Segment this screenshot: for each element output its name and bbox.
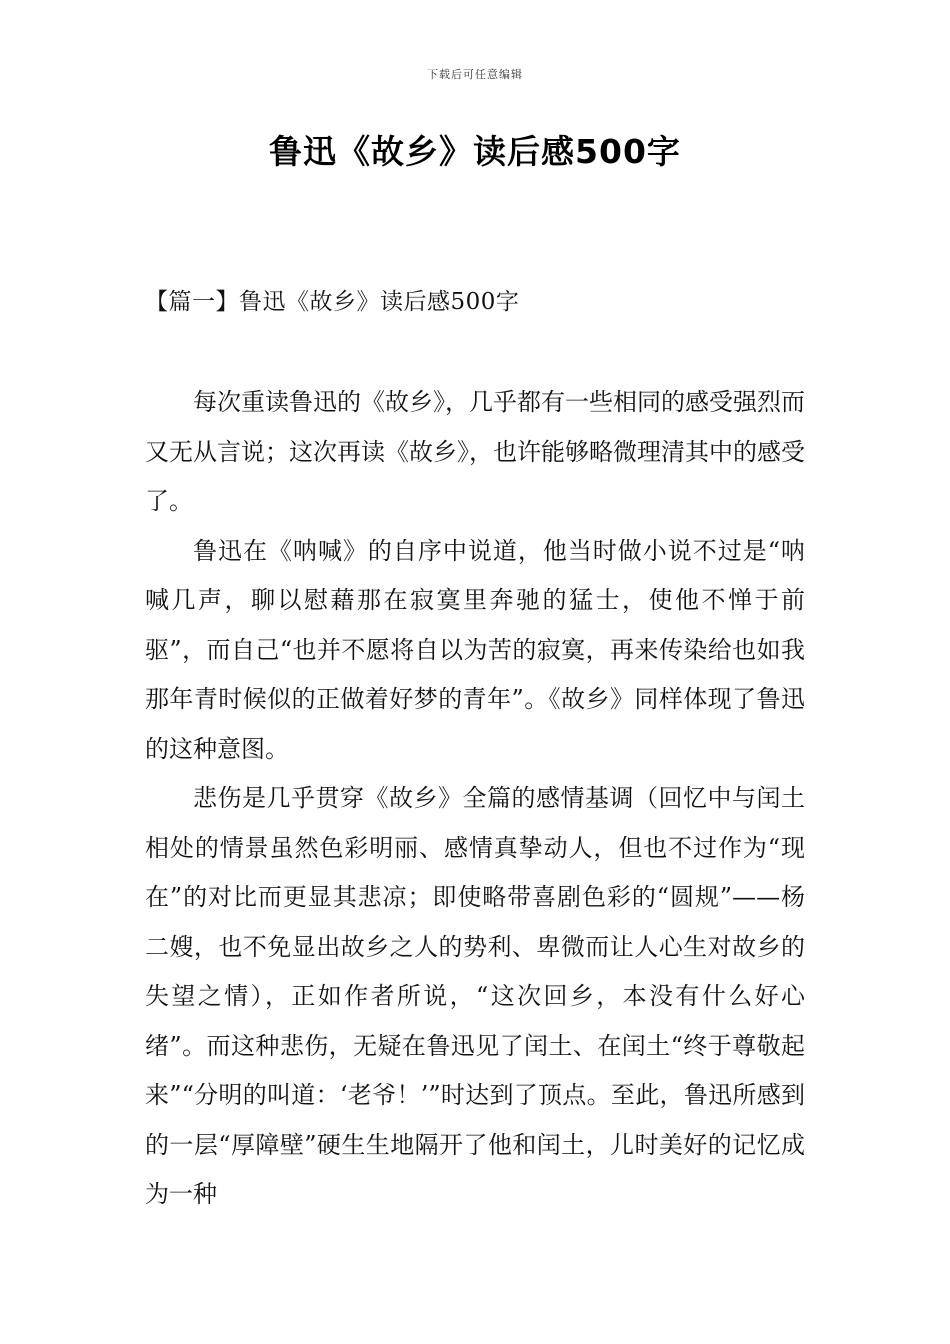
header-note: 下载后可任意编辑	[427, 68, 523, 81]
paragraph: 悲伤是几乎贯穿《故乡》全篇的感情基调（回忆中与闰土相处的情景虽然色彩明丽、感情真挚动人，但也不过作为“现在”的对比而更显其悲凉；即使略带喜剧色彩的“圆规”——杨二嫂，也不免显出故乡之人的势利、卑微而让人心生对故乡的失望之情），正如作者所说，“这次回乡，本没有什么好心绪”。而这种悲伤，无疑在鲁迅见了闰土、在闰土“终于尊敬起来”“分明的叫道：‘老爷！’”时达到了顶点。至此，鲁迅所感到的一层“厚障壁”硬生生地隔开了他和闰土，儿时美好的记忆成为一种	[145, 784, 805, 1208]
document-title: 鲁迅《故乡》读后感500字	[269, 132, 681, 171]
paragraph: 每次重读鲁迅的《故乡》，几乎都有一些相同的感受强烈而又无从言说；这次再读《故乡》，也许能够略微理清其中的感受了。	[145, 388, 805, 515]
section-heading: 【篇一】鲁迅《故乡》读后感500字	[145, 289, 520, 315]
paragraph: 鲁迅在《呐喊》的自序中说道，他当时做小说不过是“呐喊几声，聊以慰藉那在寂寞里奔驰的猛士，使他不惮于前驱”，而自己“也并不愿将自以为苦的寂寞，再来传染给也如我那年青时候似的正做着好梦的青年”。《故乡》同样体现了鲁迅的这种意图。	[145, 536, 805, 763]
body-text	[145, 378, 805, 1220]
